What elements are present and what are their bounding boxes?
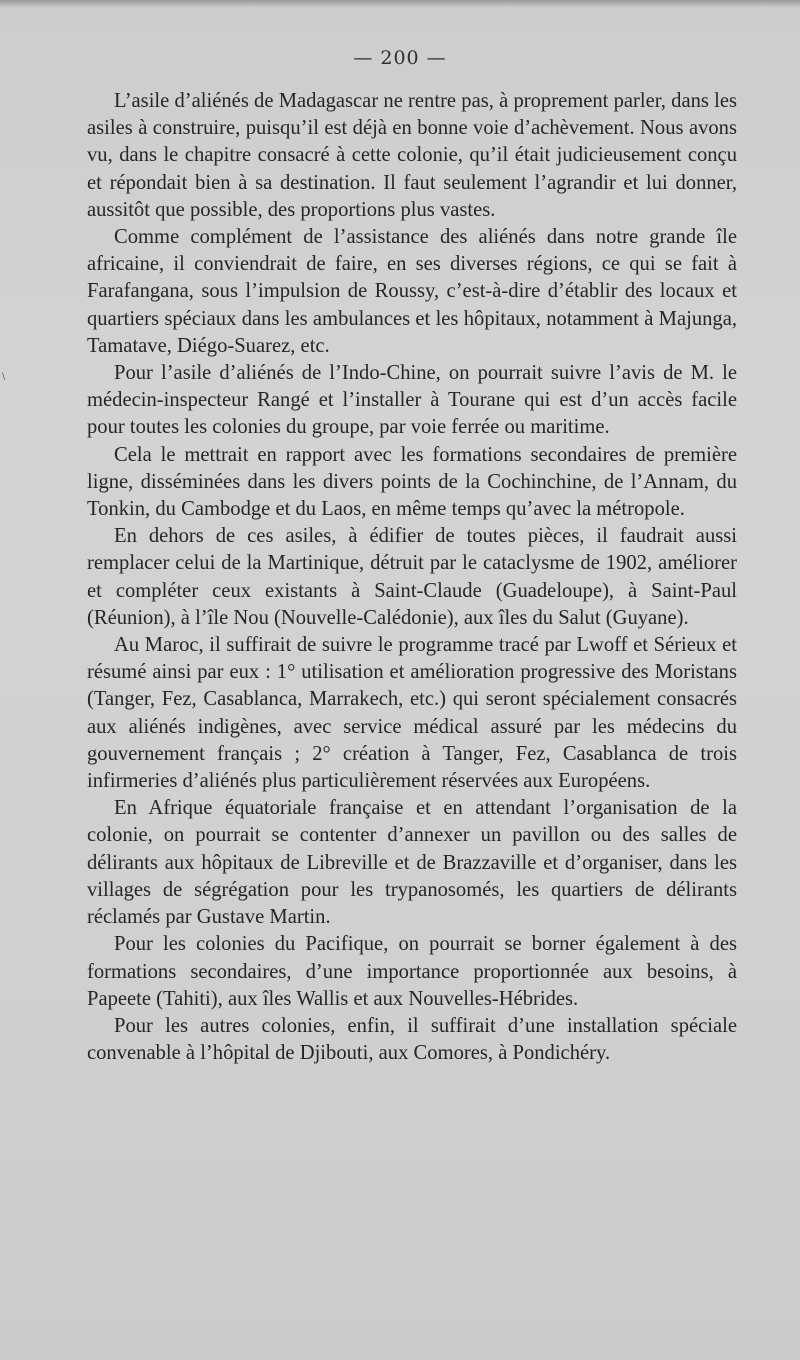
paragraph-ile-africaine: Comme complément de l’assistance des aliénés dans notre grande île africaine, il conviendrait de faire, en ses diverses régions, ce qui se fait à Farafangana, sous l’impulsion de Roussy, c’est-à-dire d’établir des locaux et quartiers spéciaux dans les ambulances et les hôpitaux, notamment à Majunga, Tamatave, Diégo-Suarez, etc. — [87, 226, 737, 357]
paragraph-pacifique: Pour les colonies du Pacifique, on pourrait se borner également à des formations secondaires, d’une importance proportionnée aux besoins, à Papeete (Tahiti), aux îles Wallis et aux Nouvelles-Hébrides. — [87, 933, 737, 1010]
paragraph-indochine: Pour l’asile d’aliénés de l’Indo-Chine, on pourrait suivre l’avis de M. le médecin-inspecteur Rangé et l’installer à Tourane qui est d’un accès facile pour toutes les colonies du groupe, par voie ferrée ou maritime. — [87, 362, 737, 439]
paragraph-autres-asiles: En dehors de ces asiles, à édifier de toutes pièces, il faudrait aussi remplacer celui de la Martinique, détruit par le cataclysme de 1902, améliorer et compléter ceux existants à Saint-Claude (Guadeloupe), à Saint-Paul (Réunion), à l’île Nou (Nouvelle-Calédonie), aux îles du Salut (Guyane). — [87, 525, 737, 629]
paragraph-formations-secondaires: Cela le mettrait en rapport avec les formations secondaires de première ligne, disséminées dans les divers points de la Cochinchine, de l’Annam, du Tonkin, du Cambodge et du Laos, en même temps qu’avec la métropole. — [87, 443, 737, 521]
paragraph-maroc: Au Maroc, il suffirait de suivre le programme tracé par Lwoff et Sérieux et résumé ainsi par eux : 1° utilisation et amélioration progressive des Moristans (Tanger, Fez, Casablanca, Marrakech, etc.) qui seront spécialement consacrés aux aliénés indigènes, avec service médical assuré par les médecins du gouvernement français ; 2° création à Tanger, Fez, Casablanca de trois infirmeries d’aliénés plus particulièrement réservées aux Européens. — [87, 634, 737, 793]
paragraph-madagascar: L’asile d’aliénés de Madagascar ne rentre pas, à proprement parler, dans les asiles à construire, puisqu’il est déjà en bonne voie d’achèvement. Nous avons vu, dans le chapitre consacré à cette colonie, qu’il était judicieusement conçu et répondait bien à sa destination. Il faut seulement l’agrandir et lui donner, aussitôt que possible, des proportions plus vastes. — [87, 90, 737, 221]
body-text — [87, 88, 737, 1067]
margin-mark: \ — [2, 372, 6, 382]
paragraph-autres-colonies: Pour les autres colonies, enfin, il suffirait d’une installation spéciale convenable à l’hôpital de Djibouti, aux Comores, à Pondichéry. — [87, 1014, 737, 1065]
page-number: — 200 — — [353, 47, 447, 69]
paragraph-afrique-equatoriale: En Afrique équatoriale française et en attendant l’organisation de la colonie, on pourrait se contenter d’annexer un pavillon ou des salles de délirants aux hôpitaux de Libreville et de Brazzaville et d’organiser, dans les villages de ségrégation pour les trypanosomés, les quartiers de délirants réclamés par Gustave Martin. — [87, 797, 737, 929]
